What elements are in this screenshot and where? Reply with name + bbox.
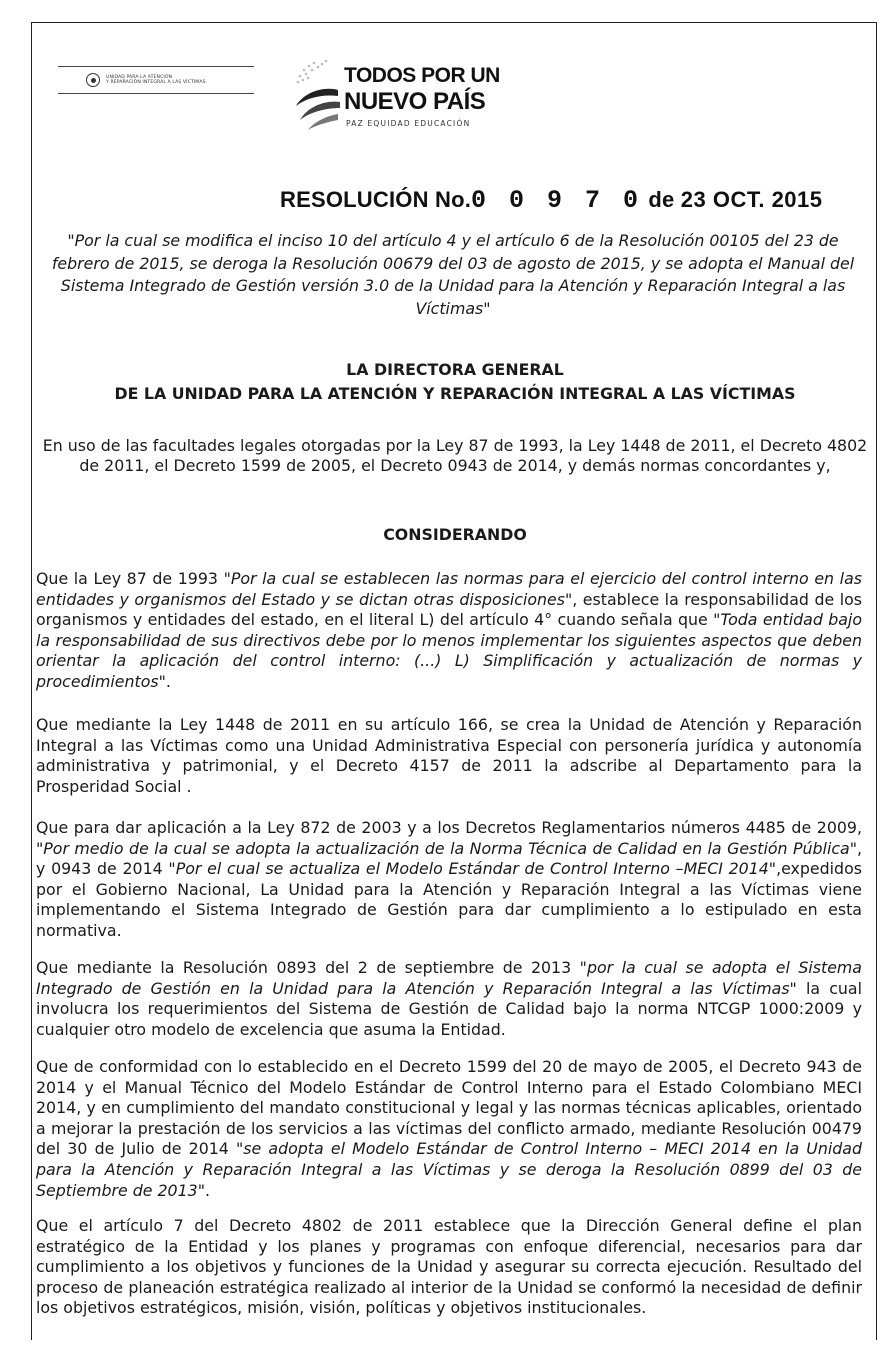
seal-icon <box>86 73 100 87</box>
resolution-number: 0 0 9 7 0 <box>471 186 643 215</box>
resolution-title <box>280 186 823 215</box>
paragraph-3: Que para dar aplicación a la Ley 872 de 2003 y a los Decretos Reglamentarios números 4485 de 2009, "Por medio de la cual se adopta la actualización de la Norma Técnica de Calidad en la Gestión Pública", y 0943 de 2014 "Por el cual se actualiza el Modelo Estándar de Control Interno –MECI 2014",expedidos por el Gobierno Nacional, La Unidad para la Atención y Reparación Integral a las Víctimas viene implementando el Sistema Integrado de Gestión para dar cumplimiento a lo estipulado en esta normativa. <box>36 818 862 940</box>
resolution-label: RESOLUCIÓN No. <box>280 187 472 212</box>
paragraph-6: Que el artículo 7 del Decreto 4802 de 2011 establece que la Dirección General define el plan estratégico de la Entidad y los planes y programas con enfoque diferencial, necesarios para dar cumplimiento a los objetivos y funciones de la Unidad y asegurar su correcta ejecución. Resultado del proceso de planeación estratégica realizado al interior de la Unidad se conformó la necesidad de definir los objetivos estratégicos, misión, visión, políticas y objetivos institucionales. <box>36 1216 862 1318</box>
unit-name-line2: Y REPARACIÓN INTEGRAL A LAS VÍCTIMAS <box>106 80 206 85</box>
logo-line1: TODOS POR UN <box>344 64 500 87</box>
authority-line1: LA DIRECTORA GENERAL <box>346 360 564 379</box>
considerando-heading: CONSIDERANDO <box>383 525 527 544</box>
logo-line2: NUEVO PAÍS <box>344 88 486 115</box>
authority-line2: DE LA UNIDAD PARA LA ATENCIÓN Y REPARACIÓN INTEGRAL A LAS VÍCTIMAS <box>114 384 796 403</box>
logo-mark-icon <box>286 48 348 138</box>
resolution-connector: de <box>648 187 675 212</box>
resolution-date: 23 OCT. 2015 <box>680 187 823 212</box>
letterhead <box>58 40 508 140</box>
paragraph-4: Que mediante la Resolución 0893 del 2 de septiembre de 2013 "por la cual se adopta el Sistema Integrado de Gestión en la Unidad para la Atención y Reparación Integral a las Víctimas" la cual involucra los requerimientos del Sistema de Gestión de Calidad bajo la norma NTCGP 1000:2009 y cualquier otro modelo de excelencia que asuma la Entidad. <box>36 958 862 1039</box>
paragraph-1: Que la Ley 87 de 1993 "Por la cual se establecen las normas para el ejercicio del control interno en las entidades y organismos del Estado y se dictan otras disposiciones", establece la responsabilidad de los organismos y entidades del estado, en el literal L) del artículo 4° cuando señala que "Toda entidad bajo la responsabilidad de sus directivos debe por lo menos implementar los siguientes aspectos que deben orientar la aplicación del control interno: (...) L) Simplificación y actualización de normas y procedimientos". <box>36 569 863 691</box>
resolution-subtitle: "Por la cual se modifica el inciso 10 del artículo 4 y el artículo 6 de la Resolución 00105 del 23 de febrero de 2015, se deroga la Resolución 00679 del 03 de agosto de 2015, y se adopta el Manual del Sistema Integrado de Gestión versión 3.0 de la Unidad para la Atención y Reparación Integral a las Víctimas" <box>51 231 855 318</box>
paragraph-5: Que de conformidad con lo establecido en el Decreto 1599 del 20 de mayo de 2005, el Decreto 943 de 2014 y el Manual Técnico del Modelo Estándar de Control Interno para el Estado Colombiano MECI 2014, y en cumplimiento del mandato constitucional y legal y las normas técnicas aplicables, orientado a mejorar la prestación de los servicios a las víctimas del conflicto armado, mediante Resolución 00479 del 30 de Julio de 2014 "se adopta el Modelo Estándar de Control Interno – MECI 2014 en la Unidad para la Atención y Reparación Integral a las Víctimas y se deroga la Resolución 0899 del 03 de Septiembre de 2013". <box>36 1057 862 1200</box>
paragraph-2: Que mediante la Ley 1448 de 2011 en su artículo 166, se crea la Unidad de Atención y Reparación Integral a las Víctimas como una Unidad Administrativa Especial con personería jurídica y autonomía administrativa y patrimonial, y el Decreto 4157 de 2011 la adscribe al Departamento para la Prosperidad Social . <box>36 715 862 796</box>
unit-name-line1: UNIDAD PARA LA ATENCIÓN <box>106 74 173 80</box>
preamble: En uso de las facultades legales otorgadas por la Ley 87 de 1993, la Ley 1448 de 2011, el Decreto 4802 de 2011, el Decreto 1599 de 2005, el Decreto 0943 de 2014, y demás normas concordantes y, <box>42 436 868 475</box>
logo-tagline: PAZ EQUIDAD EDUCACIÓN <box>346 119 471 128</box>
government-logo <box>286 48 516 138</box>
unit-block <box>58 66 258 94</box>
